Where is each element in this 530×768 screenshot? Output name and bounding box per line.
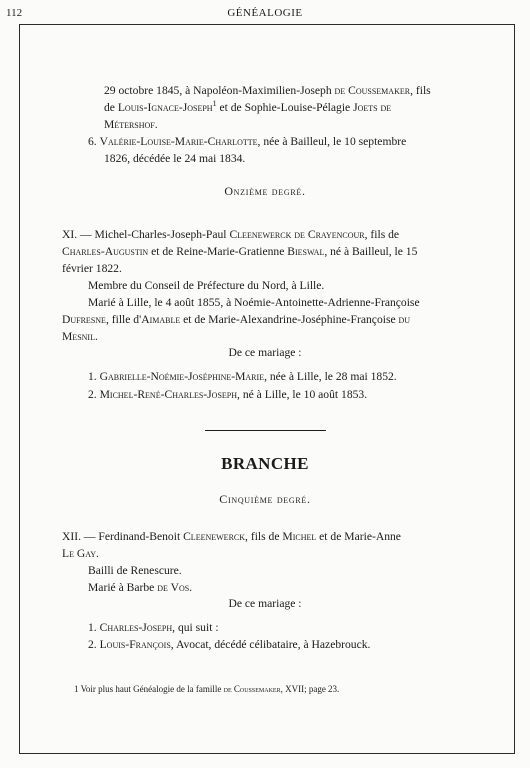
child-entry — [88, 386, 367, 403]
text-run: , née à Bailleul, le 10 septembre — [257, 135, 407, 148]
child-entry — [88, 619, 219, 636]
running-head: GÉNÉALOGIE — [227, 7, 303, 19]
text-run: , qui suit : — [172, 621, 219, 634]
text-run: , fils — [410, 84, 431, 97]
entry-5-continuation-line: Métershof. — [104, 118, 158, 131]
entry-xii-line: Bailli de Renescure. — [88, 564, 182, 577]
text-run: , fils de — [245, 530, 283, 543]
text-run: XI. — Michel-Charles-Joseph-Paul — [62, 228, 230, 241]
footnote — [74, 684, 339, 694]
text-run: , née à Lille, le 28 mai 1852. — [264, 370, 397, 383]
person-name: Michel-René-Charles-Joseph — [99, 388, 238, 401]
entry-xi-line — [62, 243, 417, 260]
text-run: et de Marie-Alexandrine-Joséphine-Françoise — [180, 313, 399, 326]
person-name: Louis-Ignace-Joseph — [117, 101, 213, 114]
entry-xi-line: Membre du Conseil de Préfecture du Nord, à Lille. — [88, 279, 325, 292]
section-heading-onzieme-degre: Onzième degré. — [224, 184, 306, 198]
list-number: 2. — [88, 388, 100, 401]
entry-xi-line — [62, 311, 410, 328]
de-ce-mariage-label: De ce mariage : — [228, 597, 302, 610]
section-heading-cinquieme-degre: Cinquième degré. — [219, 492, 311, 506]
particle: du — [398, 313, 411, 326]
text-run: et de Sophie-Louise-Pélagie — [216, 101, 354, 114]
person-name: Aimable — [141, 313, 181, 326]
person-name: Michel — [282, 530, 317, 543]
surname: de Coussemaker — [223, 684, 281, 694]
person-name: Charles-Augustin — [62, 245, 149, 258]
text-run: et de — [316, 530, 345, 543]
list-number: 6. — [88, 135, 100, 148]
surname: de Vos. — [157, 581, 193, 594]
surname: Cleenewerck de Crayencour — [229, 228, 365, 241]
entry-xi-line: Marié à Lille, le 4 août 1855, à Noémie-Antoinette-Adrienne-Françoise — [88, 296, 420, 309]
branch-heading: BRANCHE — [221, 454, 309, 473]
entry-xi-line — [62, 226, 399, 243]
surname: Joets de — [353, 101, 392, 114]
text-run: Marié à Barbe — [88, 581, 158, 594]
surname: Dufresne — [62, 313, 106, 326]
surname: Bieswal — [287, 245, 325, 258]
person-name: Charles-Joseph — [99, 621, 173, 634]
surname: Cleenewerck — [183, 530, 246, 543]
text-run: 1 Voir plus haut Généalogie de la famille — [74, 684, 224, 694]
entry-6-line — [88, 133, 406, 150]
text-run: , né à Lille, le 10 août 1853. — [237, 388, 368, 401]
person-name: Louis-François — [99, 638, 171, 651]
text-run: , fils de — [364, 228, 400, 241]
child-entry — [88, 368, 397, 385]
child-entry — [88, 636, 370, 653]
text-run: , fille d' — [105, 313, 142, 326]
person-name: Valérie-Louise-Marie-Charlotte — [99, 135, 258, 148]
text-run: de — [104, 101, 118, 114]
entry-5-continuation-line — [104, 82, 431, 99]
section-divider — [205, 430, 326, 431]
entry-xii-line — [88, 579, 192, 596]
entry-xii-line: Le Gay. — [62, 547, 99, 560]
list-number: 1. — [88, 621, 100, 634]
entry-6-line: 1826, décédée le 24 mai 1834. — [104, 152, 246, 165]
entry-xi-line: février 1822. — [62, 262, 122, 275]
text-run: et de Reine-Marie-Gratienne — [148, 245, 288, 258]
text-run: , né à Bailleul, le 15 — [324, 245, 418, 258]
entry-5-continuation-line — [104, 99, 391, 116]
person-name: Gabrielle-Noémie-Joséphine-Marie — [99, 370, 265, 383]
de-ce-mariage-label: De ce mariage : — [228, 346, 302, 359]
entry-xii-line — [62, 528, 401, 545]
surname: de Coussemaker — [334, 84, 411, 97]
entry-xi-line: Mesnil. — [62, 330, 98, 343]
page-number: 112 — [6, 7, 23, 19]
text-run: 29 octobre 1845, à Napoléon-Maximilien-Joseph — [104, 84, 335, 97]
text-run: XII. — Ferdinand-Benoit — [62, 530, 184, 543]
list-number: 1. — [88, 370, 100, 383]
list-number: 2. — [88, 638, 100, 651]
footnote-marker: 1 — [212, 99, 217, 109]
text-run: , Avocat, décédé célibataire, à Hazebrouck. — [170, 638, 371, 651]
person-name: Marie-Anne — [344, 530, 401, 543]
text-run: , XVII; page 23. — [280, 684, 340, 694]
